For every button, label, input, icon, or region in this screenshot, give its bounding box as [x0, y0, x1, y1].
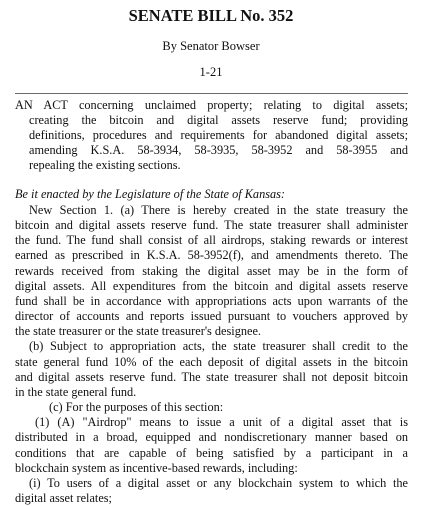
body-line: (i) To users of a digital asset or any blockchain system to which the — [29, 475, 408, 490]
act-line: repealing the existing sections. — [29, 158, 181, 173]
body-line: state general fund 10% of the each deposit of digital assets in the bitcoin — [15, 354, 408, 369]
act-line: definitions, procedures and requirements for abandoned digital assets; — [29, 128, 408, 143]
body-line: in the state general fund. — [15, 384, 137, 399]
body-line: and digital assets reserve fund. The state treasurer shall not deposit bitcoin — [15, 369, 408, 384]
act-line: creating the bitcoin and digital assets reserve fund; providing — [29, 113, 408, 128]
bill-title: SENATE BILL No. 352 — [128, 6, 294, 25]
act-line: AN ACT concerning unclaimed property; relating to digital assets; — [15, 98, 408, 112]
body-line: the state treasurer or the state treasurer's designee. — [15, 324, 261, 339]
body-line: New Section 1. (a) There is hereby created in the state treasury the — [29, 203, 408, 217]
bill-body — [15, 203, 408, 506]
bill-date: 1-21 — [199, 65, 223, 79]
body-line: digital assets. All expenditures from the bitcoin and digital assets reserve — [15, 278, 408, 293]
body-line: bitcoin and digital assets reserve fund. The state treasurer shall administer — [15, 218, 408, 233]
act-line: amending K.S.A. 58-3934, 58-3935, 58-3952 and 58-3955 and — [29, 143, 408, 158]
body-line: (c) For the purposes of this section: — [49, 400, 224, 415]
body-line: conditions that are capable of being satisfied by a participant in a — [15, 445, 408, 460]
body-line: earned as prescribed in K.S.A. 58-3952(f), and amendments thereto. The — [15, 248, 408, 263]
body-line: director of accounts and reports issued pursuant to vouchers approved by — [15, 309, 408, 324]
body-line: distributed in a broad, equipped and nondiscretionary manner based on — [15, 430, 408, 445]
body-line: digital asset relates; — [15, 490, 112, 505]
body-line: blockchain system as incentive-based rewards, including: — [15, 460, 298, 475]
body-line: (1) (A) "Airdrop" means to issue a unit of a digital asset that is — [35, 415, 408, 430]
enacting-clause: Be it enacted by the Legislature of the State of Kansas: — [15, 187, 286, 201]
act-title — [15, 98, 408, 173]
bill-sponsor: By Senator Bowser — [162, 39, 260, 53]
body-line: rewards received from staking the digital asset may be in the form of — [15, 263, 408, 278]
body-line: (b) Subject to appropriation acts, the state treasurer shall credit to the — [29, 339, 408, 354]
header-divider — [15, 93, 408, 94]
body-line: the fund. The fund shall consist of all airdrops, staking rewards or interest — [15, 233, 408, 248]
body-line: fund shall be in accordance with appropriations acts upon warrants of the — [15, 293, 408, 308]
